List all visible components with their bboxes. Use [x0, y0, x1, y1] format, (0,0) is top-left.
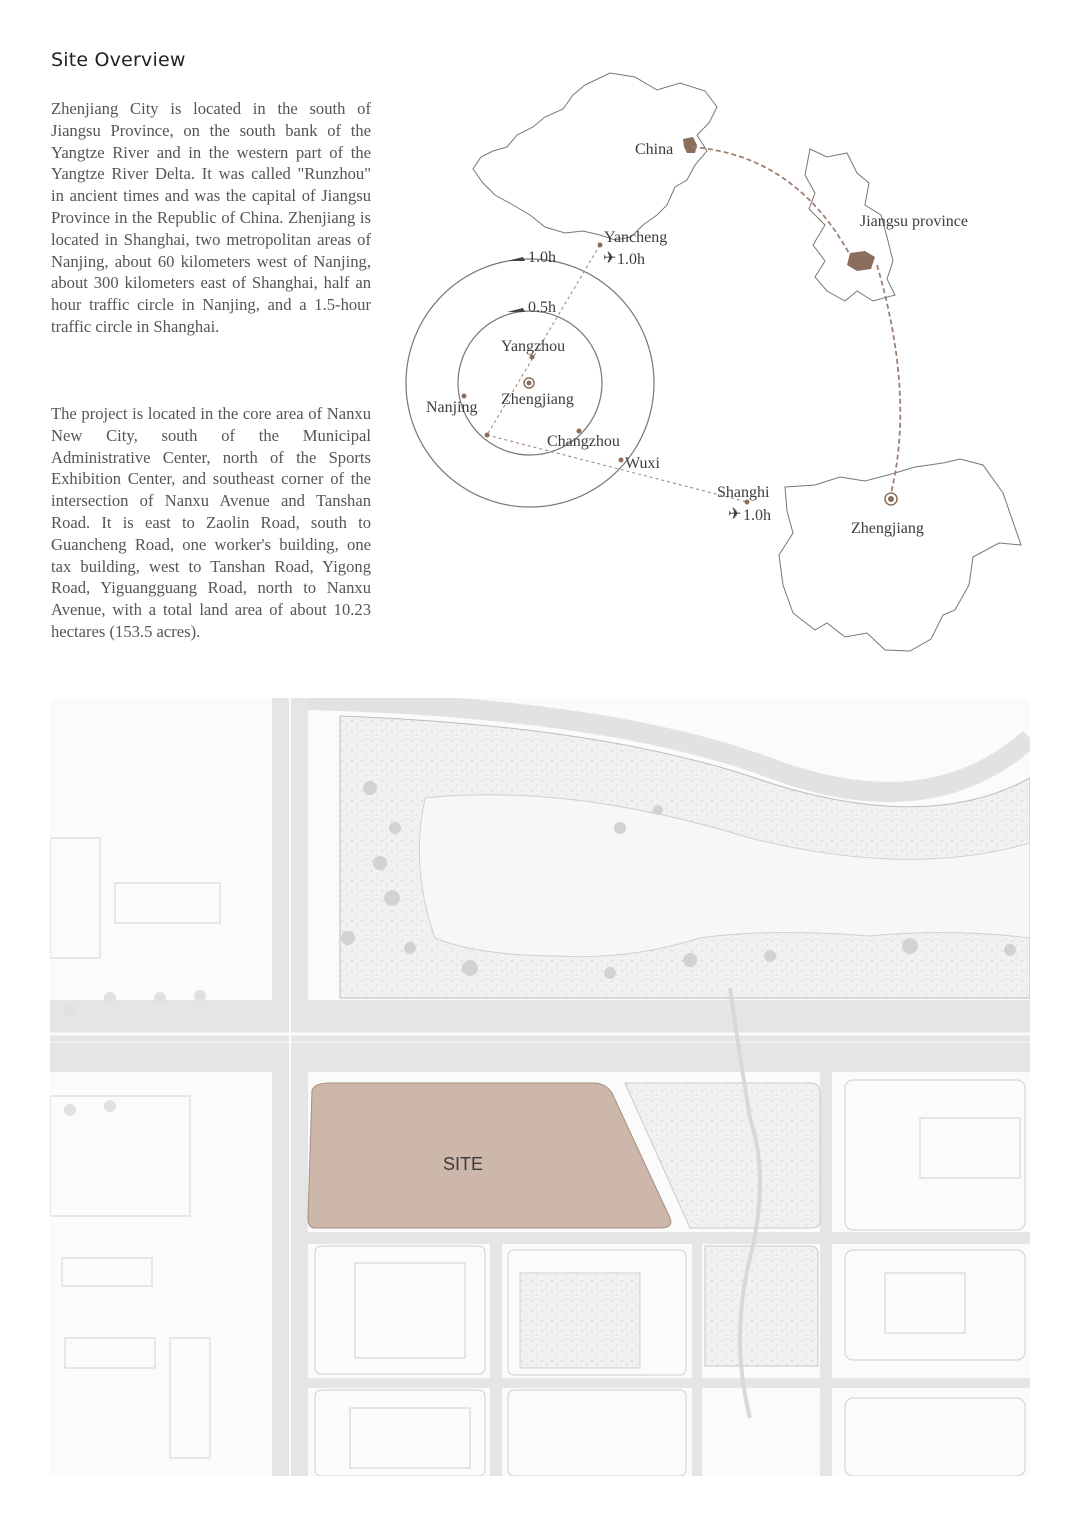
location-map — [395, 65, 1045, 665]
yancheng-label: Yancheng — [604, 229, 668, 246]
zhenjiang-city-label: Zhengjiang — [851, 520, 924, 537]
china-label: China — [635, 141, 674, 158]
road-secondary — [308, 1378, 1030, 1388]
road-yigong — [490, 1244, 502, 1476]
site-label: SITE — [443, 1154, 484, 1174]
yancheng-time-label: 1.0h — [617, 251, 645, 268]
junction-marker — [485, 433, 490, 438]
road-nanxu-avenue — [50, 1000, 1030, 1072]
yancheng-marker — [598, 243, 603, 248]
changzhou-label: Changzhou — [547, 433, 620, 450]
china-outline — [473, 73, 717, 240]
site-parcel — [308, 1083, 671, 1228]
china-province-highlight — [683, 137, 697, 153]
nanjing-label: Nanjing — [426, 399, 478, 416]
yangzhou-label: Yangzhou — [501, 338, 566, 355]
page-title: Site Overview — [51, 49, 186, 71]
zhenjiang-outline — [779, 459, 1021, 651]
yangzhou-marker — [530, 355, 535, 360]
wuxi-marker — [619, 458, 624, 463]
car-icon — [507, 257, 525, 261]
zhenjiang-marker-dot — [888, 496, 894, 502]
road-east — [820, 1072, 832, 1476]
project-paragraph: The project is located in the core area of Nanxu New City, south of the Municipal Administrative Center, north of the Sports Exhibition Center, and southeast corner of the intersection of Nanxu Avenue and Tanshan Road. It is east to Zaolin Road, south to Guancheng Road, one worker's building, one tax building, west to Tanshan Road, Yigong Road, Yiguangguang Road, north to Nanxu Avenue, with a total land area of about 10.23 hectares (153.5 acres). — [51, 404, 371, 641]
zhengjiang-ring-label: Zhengjiang — [501, 391, 574, 408]
plane-icon: ✈ — [728, 506, 742, 523]
zhengjiang-ring-dot — [527, 381, 532, 386]
nanjing-marker — [462, 394, 467, 399]
zhenjiang-in-jiangsu-highlight — [847, 251, 875, 271]
shanghi-label: Shanghi — [717, 484, 770, 501]
plane-icon: ✈ — [603, 250, 617, 267]
wuxi-label: Wuxi — [625, 455, 660, 472]
inner-circle-time-label: 0.5h — [528, 299, 556, 316]
road-guancheng — [308, 1232, 1030, 1244]
car-icon — [507, 308, 525, 312]
jiangsu-label: Jiangsu province — [860, 213, 968, 230]
shanghi-time-label: 1.0h — [743, 507, 771, 524]
site-plan — [50, 698, 1030, 1476]
outer-circle-time-label: 1.0h — [528, 249, 556, 266]
road-lane — [692, 1244, 702, 1476]
intro-paragraph: Zhenjiang City is located in the south of Jiangsu Province, on the south bank of the Yangtze River and in the western part of the Yangtze River Delta. It was called "Runzhou" in ancient times and was the capital of Jiangsu Province in the Republic of China. Zhenjiang is located in Shanghai, two metropolitan areas of Nanjing, about 60 kilometers west of Nanjing, about 300 kilometers east of Shanghai, half an hour traffic circle in Nanjing, and a 1.5-hour traffic circle in Shanghai. — [51, 99, 371, 336]
central-park-south — [705, 1246, 818, 1366]
china-to-jiangsu-link — [692, 147, 850, 255]
